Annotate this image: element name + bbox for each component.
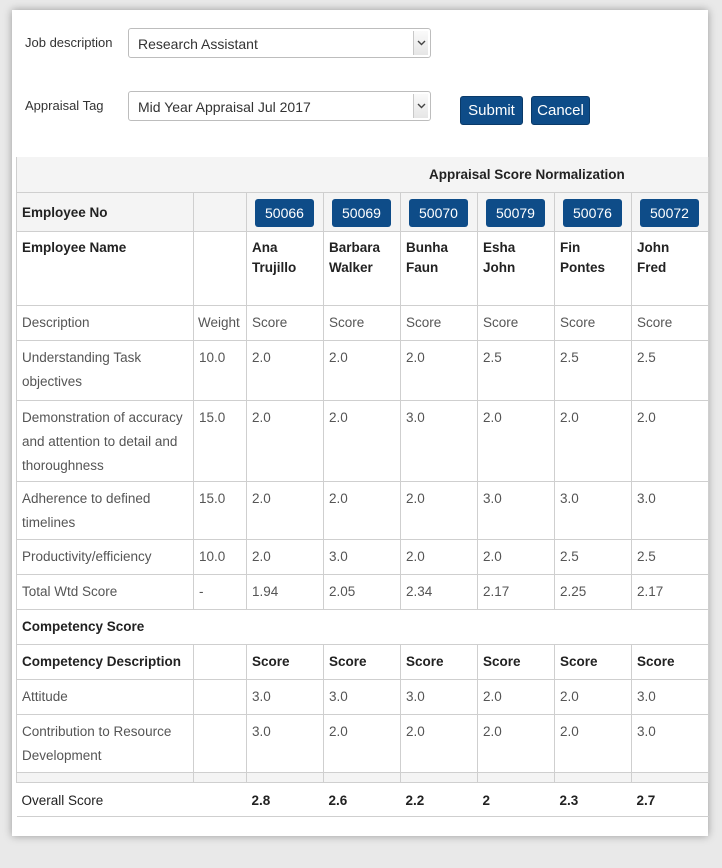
task-score: 2.0 bbox=[483, 548, 502, 564]
employee-no-button[interactable]: 50079 bbox=[486, 199, 545, 227]
task-row bbox=[17, 539, 709, 574]
competency-score: 2.0 bbox=[329, 723, 348, 739]
task-row bbox=[17, 340, 709, 400]
job-description-label: Job description bbox=[25, 35, 113, 50]
grid-title: Appraisal Score Normalization bbox=[429, 167, 625, 182]
employee-no-button[interactable]: 50072 bbox=[640, 199, 699, 227]
score-header: Score bbox=[406, 653, 444, 669]
competency-score: 2.0 bbox=[560, 723, 579, 739]
task-score: 2.0 bbox=[329, 490, 348, 506]
task-score: 2.0 bbox=[252, 409, 271, 425]
task-row bbox=[17, 481, 709, 539]
spacer-row bbox=[17, 772, 709, 782]
competency-description-header: Competency Description bbox=[22, 653, 182, 669]
task-score: 2.0 bbox=[406, 349, 425, 365]
task-score: 2.0 bbox=[329, 349, 348, 365]
employee-name: John Fred bbox=[637, 239, 670, 275]
description-header-row bbox=[17, 305, 709, 340]
task-score: 2.5 bbox=[637, 349, 656, 365]
employee-no-label: Employee No bbox=[22, 204, 108, 220]
score-header: Score bbox=[252, 314, 288, 330]
score-header: Score bbox=[483, 314, 519, 330]
score-header: Score bbox=[406, 314, 442, 330]
score-header: Score bbox=[252, 653, 290, 669]
appraisal-tag-value: Mid Year Appraisal Jul 2017 bbox=[138, 99, 311, 115]
job-description-select[interactable] bbox=[128, 28, 431, 58]
total-score: 2.17 bbox=[483, 583, 510, 599]
title-row bbox=[17, 157, 709, 192]
task-description: Productivity/efficiency bbox=[22, 548, 152, 564]
task-score: 3.0 bbox=[560, 490, 579, 506]
task-description: Adherence to defined timelines bbox=[22, 490, 151, 530]
task-weight: 10.0 bbox=[199, 548, 226, 564]
employee-name: Esha John bbox=[483, 239, 516, 275]
score-header: Score bbox=[637, 653, 675, 669]
score-header: Score bbox=[560, 653, 598, 669]
competency-score: 2.0 bbox=[406, 723, 425, 739]
chevron-down-icon[interactable] bbox=[413, 31, 428, 55]
employee-no-button[interactable]: 50070 bbox=[409, 199, 468, 227]
overall-score: 2.6 bbox=[328, 792, 348, 808]
task-weight: 10.0 bbox=[199, 349, 226, 365]
task-score: 2.0 bbox=[252, 490, 271, 506]
employee-name-row bbox=[17, 231, 709, 305]
task-weight: 15.0 bbox=[199, 490, 226, 506]
employee-name: Fin Pontes bbox=[560, 239, 606, 275]
overall-score: 2.3 bbox=[559, 792, 579, 808]
competency-section-title: Competency Score bbox=[22, 618, 145, 634]
task-score: 2.5 bbox=[637, 548, 656, 564]
competency-score: 2.0 bbox=[483, 723, 502, 739]
employee-name: Barbara Walker bbox=[329, 239, 381, 275]
employee-no-button[interactable]: 50076 bbox=[563, 199, 622, 227]
task-score: 2.0 bbox=[560, 409, 579, 425]
competency-score: 3.0 bbox=[252, 723, 271, 739]
total-score: 2.34 bbox=[406, 583, 433, 599]
overall-score-label: Overall Score bbox=[21, 792, 104, 808]
competency-score: 3.0 bbox=[329, 688, 348, 704]
job-description-value: Research Assistant bbox=[138, 36, 258, 52]
total-score: 2.05 bbox=[329, 583, 356, 599]
task-score: 3.0 bbox=[483, 490, 502, 506]
overall-score: 2.7 bbox=[636, 792, 656, 808]
competency-row bbox=[17, 679, 709, 714]
cancel-button[interactable]: Cancel bbox=[531, 96, 590, 125]
total-weight: - bbox=[199, 583, 204, 599]
competency-score: 3.0 bbox=[637, 723, 656, 739]
task-description: Demonstration of accuracy and attention to detail and thoroughness bbox=[22, 409, 183, 473]
competency-row bbox=[17, 714, 709, 772]
overall-score: 2 bbox=[482, 792, 491, 808]
employee-name-label: Employee Name bbox=[22, 239, 127, 255]
task-score: 3.0 bbox=[637, 490, 656, 506]
task-score: 2.0 bbox=[483, 409, 502, 425]
score-header: Score bbox=[329, 314, 365, 330]
competency-score: 2.0 bbox=[560, 688, 579, 704]
score-header: Score bbox=[637, 314, 673, 330]
task-score: 2.0 bbox=[252, 548, 271, 564]
competency-description: Contribution to Resource Development bbox=[22, 723, 172, 763]
task-row bbox=[17, 400, 709, 481]
task-score: 2.5 bbox=[560, 548, 579, 564]
competency-score: 2.0 bbox=[483, 688, 502, 704]
task-score: 2.5 bbox=[483, 349, 502, 365]
task-score: 2.0 bbox=[329, 409, 348, 425]
employee-name: Bunha Faun bbox=[406, 239, 448, 275]
chevron-down-icon[interactable] bbox=[413, 94, 428, 118]
total-score: 2.25 bbox=[560, 583, 587, 599]
overall-score: 2.8 bbox=[251, 792, 271, 808]
score-header: Score bbox=[329, 653, 367, 669]
task-score: 3.0 bbox=[329, 548, 348, 564]
competency-description: Attitude bbox=[22, 688, 68, 704]
appraisal-panel bbox=[12, 10, 708, 836]
task-score: 3.0 bbox=[406, 409, 425, 425]
task-score: 2.0 bbox=[406, 490, 425, 506]
normalization-grid bbox=[16, 157, 708, 815]
task-score: 2.0 bbox=[252, 349, 271, 365]
appraisal-tag-label: Appraisal Tag bbox=[25, 98, 104, 113]
task-description: Understanding Task objectives bbox=[22, 349, 142, 389]
competency-score: 3.0 bbox=[637, 688, 656, 704]
score-header: Score bbox=[560, 314, 596, 330]
appraisal-tag-select[interactable] bbox=[128, 91, 431, 121]
submit-button[interactable]: Submit bbox=[460, 96, 523, 125]
employee-no-button[interactable]: 50066 bbox=[255, 199, 314, 227]
task-score: 2.5 bbox=[560, 349, 579, 365]
weight-header: Weight bbox=[198, 314, 240, 330]
description-header: Description bbox=[22, 314, 90, 330]
total-score: 2.17 bbox=[637, 583, 664, 599]
task-weight: 15.0 bbox=[199, 409, 226, 425]
competency-score: 3.0 bbox=[406, 688, 425, 704]
score-header: Score bbox=[483, 653, 521, 669]
task-score: 2.0 bbox=[406, 548, 425, 564]
employee-no-row bbox=[17, 192, 709, 231]
total-score-label: Total Wtd Score bbox=[22, 583, 118, 599]
competency-section-row bbox=[17, 609, 709, 644]
competency-header-row bbox=[17, 644, 709, 679]
employee-name: Ana Trujillo bbox=[252, 239, 297, 275]
employee-no-button[interactable]: 50069 bbox=[332, 199, 391, 227]
task-score: 2.0 bbox=[637, 409, 656, 425]
total-score: 1.94 bbox=[252, 583, 279, 599]
total-score-row bbox=[17, 574, 709, 609]
competency-score: 3.0 bbox=[252, 688, 271, 704]
overall-score-row bbox=[17, 782, 709, 816]
overall-score: 2.2 bbox=[405, 792, 425, 808]
score-table bbox=[16, 157, 709, 817]
